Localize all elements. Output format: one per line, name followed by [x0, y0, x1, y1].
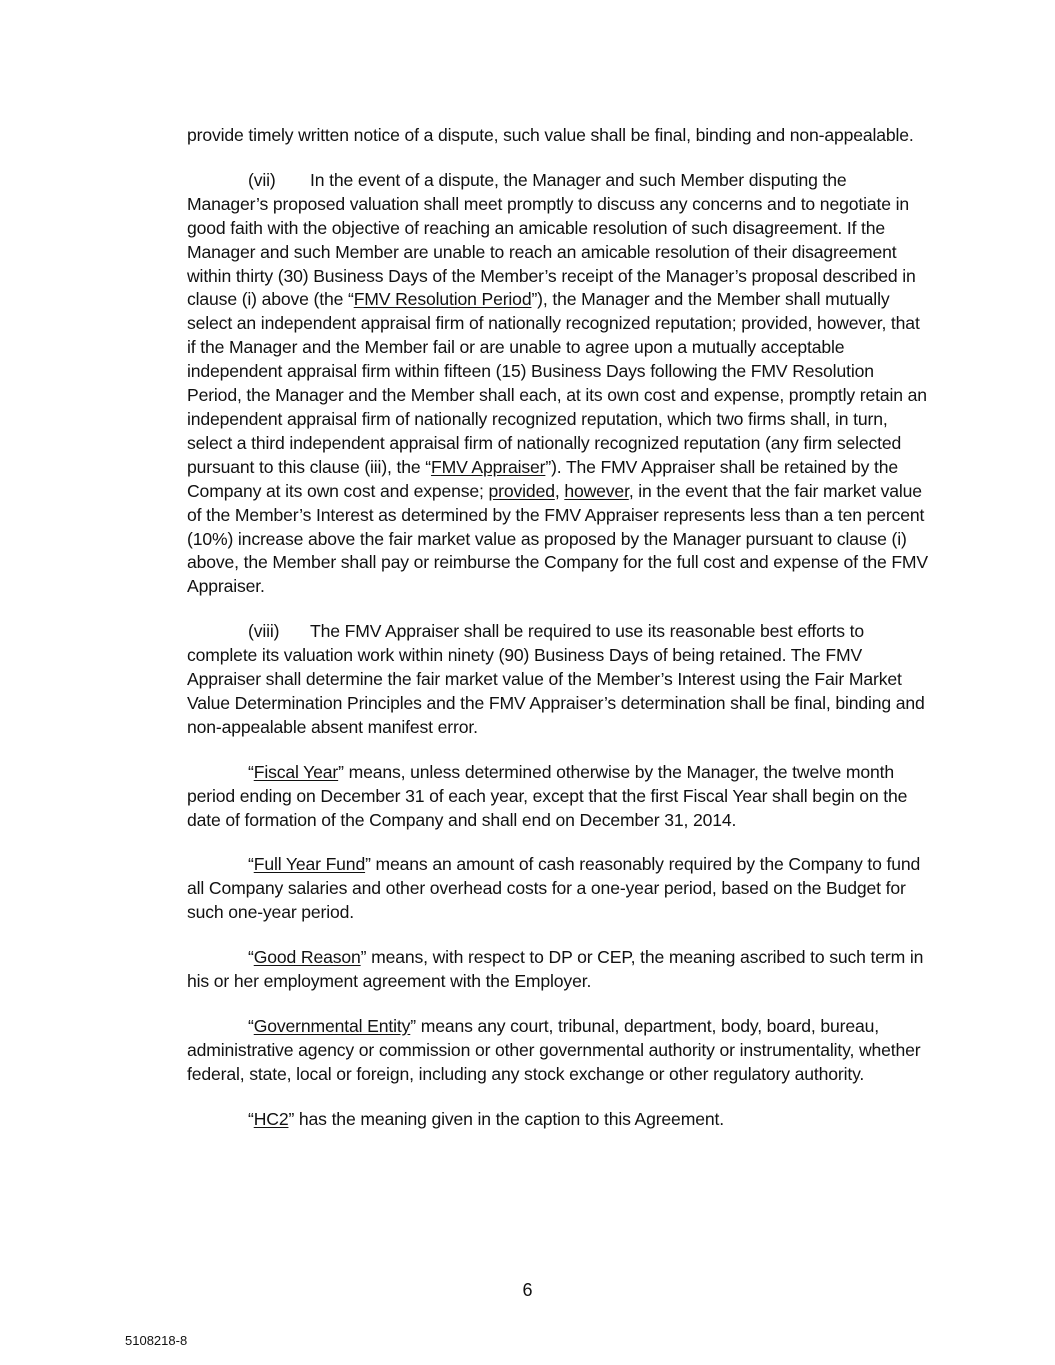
paragraph-text: , [554, 480, 565, 501]
definition-fiscal-year [187, 761, 932, 833]
paragraph-text: ”), the Manager and the Member shall mutually select an independent appraisal firm of nationally recognized reputation; provided, however, that if the Manager and the Member fail or are unable to agree upon a mutually acceptable independent appraisal firm within fifteen (15) Business Days following the FMV Resolution Period, the Manager and the Member shall each, at its own cost and expense, promptly retain an independent appraisal firm of nationally recognized reputation, which two firms shall, in turn, select a third independent appraisal firm of nationally recognized reputation (any firm selected pursuant to this clause (iii), the “ [187, 289, 927, 477]
definition-text: ” means, with respect to DP or CEP, the meaning ascribed to such term in his or her employment agreement with the Employer. [187, 947, 924, 992]
definition-text: ” means, unless determined otherwise by the Manager, the twelve month period ending on December 31 of each year, except that the first Fiscal Year shall begin on the date of formation of the Company and shall end on December 31, 2014. [187, 761, 908, 830]
definition-governmental-entity [187, 1015, 932, 1087]
defined-term: Full Year Fund [253, 854, 366, 875]
defined-term: FMV Resolution Period [353, 289, 532, 310]
paragraph-clause-vii [187, 169, 932, 599]
defined-term: Governmental Entity [253, 1016, 411, 1036]
paragraph-text: provide timely written notice of a dispute, such value shall be final, binding and non-appealable. [187, 125, 914, 145]
clause-number: (viii) [248, 621, 280, 642]
open-quote: “ [248, 1016, 254, 1036]
document-id: 5108218-8 [125, 1333, 188, 1348]
definition-full-year-fund [187, 853, 932, 925]
body-text [187, 124, 932, 1153]
definition-text: ” means any court, tribunal, department, body, board, bureau, administrative agency or commission or other governmental authority or instrumentality, whether federal, state, local or foreign, including any stock exchange or other regulatory authority. [187, 1016, 921, 1084]
defined-term: FMV Appraiser [430, 456, 546, 477]
clause-number: (vii) [248, 169, 276, 190]
paragraph-text: The FMV Appraiser shall be required to use its reasonable best efforts to complete its valuation work within ninety (90) Business Days of being retained. The FMV Appraiser shall determine the fair market value of the Member’s Interest using the Fair Market Value Determination Principles and the FMV Appraiser’s determination shall be final, binding and non-appealable absent manifest error. [187, 621, 925, 737]
definition-hc2 [187, 1108, 932, 1132]
paragraph-continuation [187, 124, 932, 148]
paragraph-text: In the event of a dispute, the Manager and such Member disputing the Manager’s proposed valuation shall meet promptly to discuss any concerns and to negotiate in good faith with the objective of reaching an amicable resolution of such disagreement. If the Manager and such Member are unable to reach an amicable resolution of their disagreement within thirty (30) Business Days of the Member’s receipt of the Manager’s proposal described in clause (i) above (the “ [187, 169, 916, 310]
open-quote: “ [248, 1108, 254, 1129]
definition-text: ” has the meaning given in the caption to this Agreement. [288, 1108, 724, 1129]
open-quote: “ [248, 854, 254, 875]
defined-term: Good Reason [253, 947, 361, 968]
emphasis-term: however [564, 480, 629, 501]
defined-term: Fiscal Year [253, 761, 339, 782]
definition-text: ” means an amount of cash reasonably required by the Company to fund all Company salaries and other overhead costs for a one-year period, based on the Budget for such one-year period. [187, 854, 921, 923]
paragraph-text: ”). The FMV Appraiser shall be retained by the Company at its own cost and expense; [187, 456, 899, 501]
page-number: 6 [522, 1280, 533, 1300]
open-quote: “ [248, 761, 254, 782]
defined-term: HC2 [253, 1108, 289, 1129]
emphasis-term: provided [488, 480, 555, 501]
definition-good-reason [187, 946, 932, 994]
paragraph-clause-viii [187, 620, 932, 740]
open-quote: “ [248, 947, 254, 968]
paragraph-text: , in the event that the fair market value of the Member’s Interest as determined by the FMV Appraiser represents less than a ten percent (10%) increase above the fair market value as proposed by the Manager pursuant to clause (i) above, the Member shall pay or reimburse the Company for the full cost and expense of the FMV Appraiser. [187, 480, 929, 597]
